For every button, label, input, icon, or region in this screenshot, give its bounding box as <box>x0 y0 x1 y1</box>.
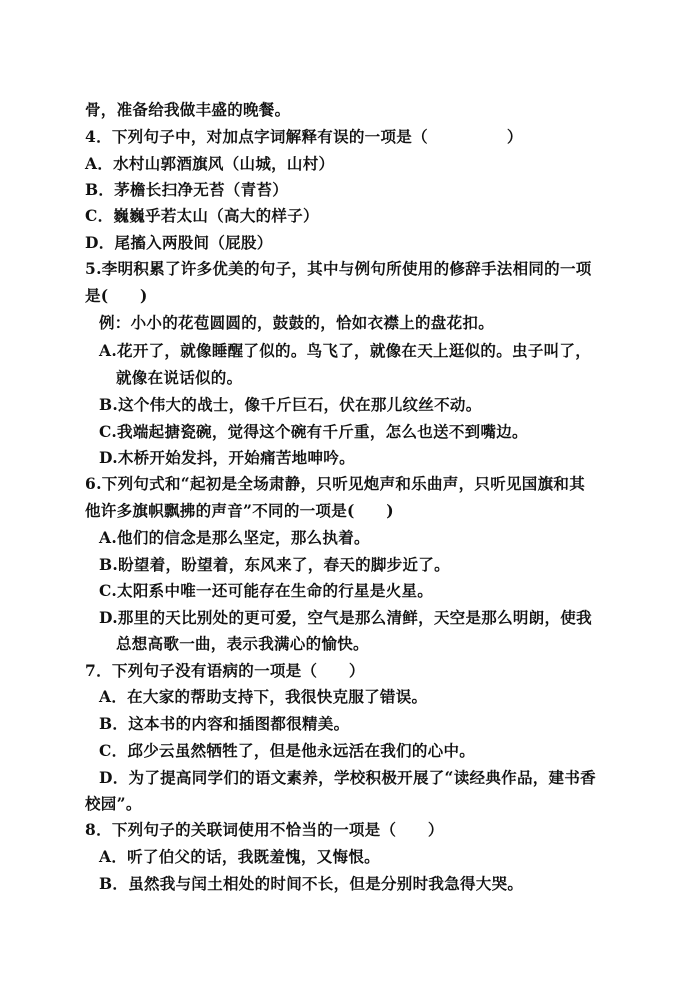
option-d-cont: 总想高歌一曲，表示我满心的愉快。 <box>116 634 369 653</box>
option-a: A.他们的信念是那么坚定，那么执着。 <box>99 528 370 547</box>
question-5-stem-cont: 是( ) <box>85 286 148 305</box>
option-b: B．虽然我与闰土相处的时间不长，但是分别时我急得大哭。 <box>99 874 524 893</box>
option-a-cont: 就像在说话似的。 <box>116 368 243 387</box>
option-d-cont: 校园”。 <box>85 794 142 813</box>
option-a: A．在大家的帮助支持下，我很快克服了错误。 <box>99 687 428 706</box>
question-6-stem-cont: 他许多旗帜飘拂的声音”不同的一项是( ) <box>85 501 394 520</box>
option-a: A．听了伯父的话，我既羞愧，又悔恨。 <box>99 847 380 866</box>
option-c: C．巍巍乎若太山（高大的样子） <box>85 206 319 225</box>
option-b: B．这本书的内容和插图都很精美。 <box>99 714 350 733</box>
question-6-stem: 6.下列句式和“起初是全场肃静，只听见炮声和乐曲声，只听见国旗和其 <box>85 474 585 493</box>
question-4-stem: 4．下列句子中，对加点字词解释有误的一项是（ ） <box>85 127 523 146</box>
option-b: B.盼望着，盼望着，东风来了，春天的脚步近了。 <box>99 555 450 574</box>
option-d: D.木桥开始发抖，开始痛苦地呻吟。 <box>99 448 355 467</box>
option-c: C．邱少云虽然牺牲了，但是他永远活在我们的心中。 <box>99 741 476 760</box>
option-b: B.这个伟大的战士，像千斤巨石，伏在那儿纹丝不动。 <box>99 395 482 414</box>
option-c: C.我端起搪瓷碗，觉得这个碗有千斤重，怎么也送不到嘴边。 <box>99 422 528 441</box>
question-5-stem: 5.李明积累了许多优美的句子，其中与例句所使用的修辞手法相同的一项 <box>85 259 592 278</box>
option-c: C.太阳系中唯一还可能存在生命的行星是火星。 <box>99 581 434 600</box>
example-sentence: 例：小小的花苞圆圆的，鼓鼓的，恰如衣襟上的盘花扣。 <box>99 313 495 332</box>
option-a: A．水村山郭酒旗风（山城，山村） <box>85 154 335 173</box>
option-d: D．为了提高同学们的语文素养，学校积极开展了“读经典作品，建书香 <box>99 768 596 787</box>
option-a: A.花开了，就像睡醒了似的。鸟飞了，就像在天上逛似的。虫子叫了， <box>99 341 592 360</box>
option-b: B．茅檐长扫净无苔（青苔） <box>85 180 289 199</box>
option-d: D.那里的天比别处的更可爱，空气是那么清鲜，天空是那么明朗，使我 <box>99 608 592 627</box>
text-line: 骨，准备给我做丰盛的晚餐。 <box>85 100 291 119</box>
question-8-stem: 8．下列句子的关联词使用不恰当的一项是（ ） <box>85 820 444 839</box>
option-d: D．尾搐入两股间（屁股） <box>85 233 273 252</box>
question-7-stem: 7．下列句子没有语病的一项是（ ） <box>85 661 365 680</box>
